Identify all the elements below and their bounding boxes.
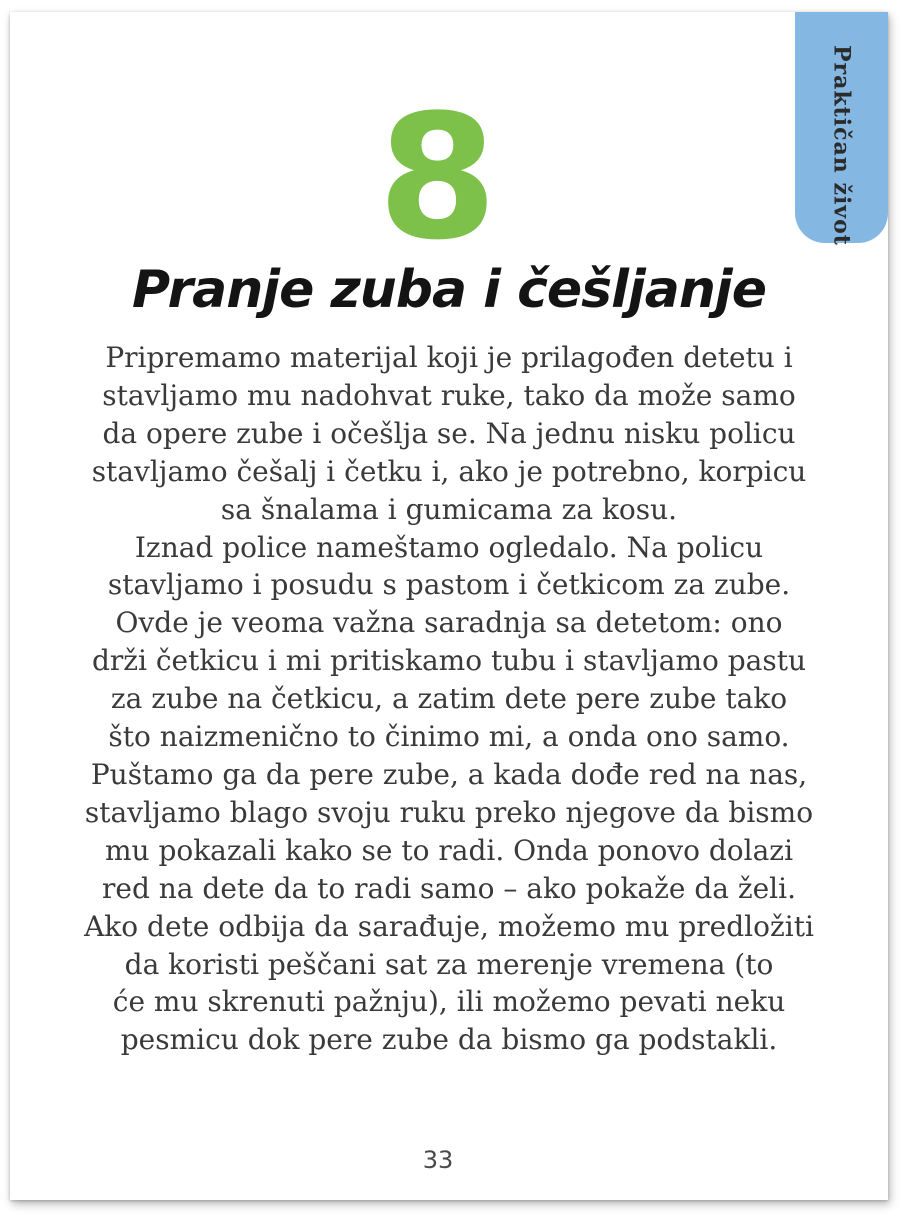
- body-line: će mu skrenuti pažnju), ili možemo pevati neku: [112, 985, 786, 1019]
- page-number: 33: [422, 1146, 454, 1174]
- body-line: Iznad police nameštamo ogledalo. Na policu: [134, 530, 764, 564]
- body-line: Pripremamo materijal koji je prilagođen detetu i: [105, 341, 793, 374]
- body-line: Ovde je veoma važna saradnja sa detetom: ono: [115, 606, 783, 640]
- body-line: mu pokazali kako se to radi. Onda ponovo dolazi: [104, 833, 794, 867]
- body-line: da opere zube i očešlja se. Na jednu nisku policu: [102, 416, 796, 450]
- body-line: stavljamo češalj i četku i, ako je potrebno, korpicu: [91, 454, 807, 488]
- chapter-number: 8: [377, 77, 498, 278]
- body-text: [10, 339, 888, 1059]
- body-line: drži četkicu i mi pritiskamo tubu i stavljamo pastu: [91, 644, 807, 678]
- body-line: da koristi peščani sat za merenje vremena (to: [124, 947, 774, 981]
- body-line: Puštamo ga da pere zube, a kada dođe red na nas,: [90, 757, 808, 791]
- section-tab-label: Praktičan život: [828, 45, 855, 246]
- body-line: sa šnalama i gumicama za kosu.: [220, 492, 678, 526]
- chapter-title: Pranje zuba i češljanje: [132, 260, 766, 320]
- body-line: stavljamo blago svoju ruku preko njegove da bismo: [84, 795, 814, 829]
- body-line: stavljamo mu nadohvat ruke, tako da može samo: [102, 378, 796, 412]
- body-line: stavljamo i posudu s pastom i četkicom za zube.: [107, 568, 791, 602]
- body-line: za zube na četkicu, a zatim dete pere zube tako: [110, 682, 788, 716]
- body-line: što naizmenično to činimo mi, a onda ono samo.: [108, 720, 790, 754]
- body-line: Ako dete odbija da sarađuje, možemo mu predložiti: [84, 909, 814, 943]
- book-page: [10, 12, 888, 1200]
- body-line: pesmicu dok pere zube da bismo ga podstakli.: [120, 1023, 778, 1057]
- body-line: red na dete da to radi samo – ako pokaže da želi.: [101, 871, 796, 905]
